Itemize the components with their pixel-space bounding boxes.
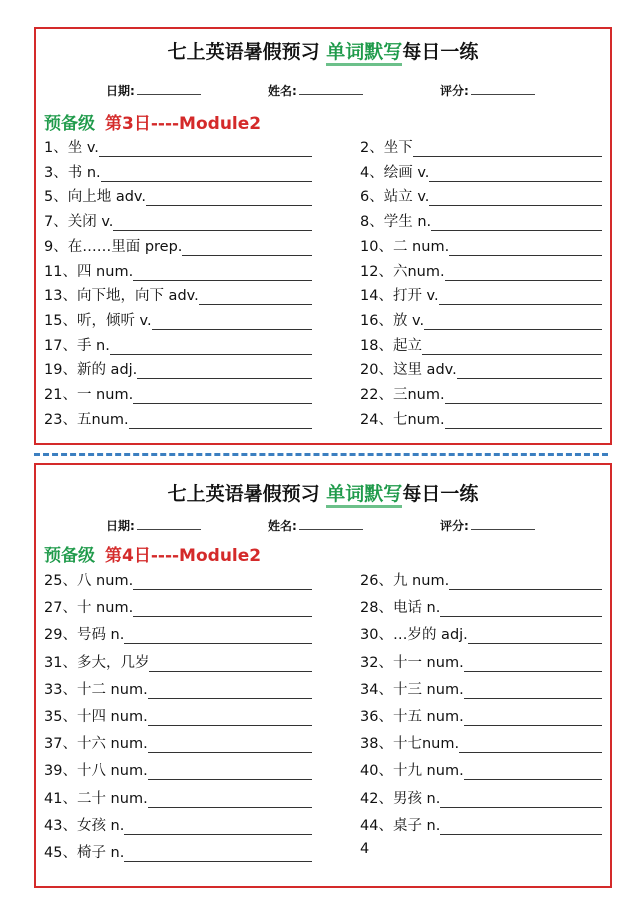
vocab-prompt: 4、绘画 v.: [360, 164, 430, 181]
vocab-item: [44, 759, 312, 780]
worksheet-day4: [34, 463, 612, 888]
vocab-prompt: 23、五num.: [44, 411, 129, 428]
title-highlight: 单词默写: [326, 483, 402, 508]
vocab-prompt: 2、坐下: [360, 140, 413, 156]
level-heading: [44, 541, 261, 566]
vocab-prompt: 19、新的 adj.: [44, 362, 138, 379]
vocab-item: [44, 814, 312, 835]
vocab-prompt: 13、向下地，向下 adv.: [44, 288, 199, 305]
vocab-item: [44, 383, 312, 404]
vocab-prompt: 10、二 num.: [360, 238, 450, 255]
vocab-item: [44, 260, 312, 281]
vocab-prompt: 7、关闭 v.: [44, 214, 114, 231]
vocab-item: [44, 210, 312, 231]
vocab-item: [360, 569, 602, 590]
vocab-item: [360, 678, 602, 699]
level-label: 预备级: [44, 546, 95, 566]
name-blank[interactable]: [299, 82, 363, 95]
vocab-item: [360, 161, 602, 182]
vocab-prompt: 24、七num.: [360, 411, 445, 428]
score-label: 评分:: [440, 84, 469, 98]
title-prefix: 七上英语暑假预习: [167, 483, 327, 505]
vocab-item: [44, 623, 312, 644]
answer-blank[interactable]: [124, 629, 312, 644]
answer-blank[interactable]: [146, 191, 312, 206]
answer-blank[interactable]: [413, 142, 602, 157]
date-blank[interactable]: [137, 517, 201, 530]
date-label: 日期:: [106, 519, 135, 533]
answer-blank[interactable]: [182, 241, 312, 256]
vocab-prompt: 40、十九 num.: [360, 763, 464, 780]
vocab-prompt: 17、手 n.: [44, 337, 110, 354]
sheet-title: [36, 479, 610, 506]
level-label: 预备级: [44, 114, 95, 134]
level-heading: [44, 109, 261, 134]
answer-blank[interactable]: [424, 315, 602, 330]
vocab-prompt: 20、这里 adv.: [360, 362, 457, 379]
vocab-item: [44, 185, 312, 206]
name-label: 姓名:: [268, 84, 297, 98]
answer-blank[interactable]: [149, 657, 312, 672]
vocab-prompt: 14、打开 v.: [360, 288, 439, 305]
answer-blank[interactable]: [449, 241, 602, 256]
answer-blank[interactable]: [124, 847, 312, 862]
date-field: [106, 517, 201, 534]
vocab-prompt: 21、一 num.: [44, 387, 134, 403]
vocab-item: [44, 309, 312, 330]
vocab-item: [360, 623, 602, 644]
answer-blank[interactable]: [468, 629, 602, 644]
vocab-prompt: 45、椅子 n.: [44, 845, 125, 861]
vocab-item: [360, 814, 602, 835]
vocab-item: [360, 732, 602, 753]
vocab-item: [44, 408, 312, 429]
answer-blank[interactable]: [101, 167, 312, 182]
vocab-prompt: 38、十七num.: [360, 736, 460, 753]
answer-blank[interactable]: [439, 290, 602, 305]
vocab-prompt: 42、男孩 n.: [360, 790, 441, 807]
vocab-prompt: 36、十五 num.: [360, 709, 464, 725]
vocab-item: [44, 705, 312, 726]
vocab-prompt: 25、八 num.: [44, 573, 134, 589]
answer-blank[interactable]: [445, 389, 602, 404]
vocab-item: [360, 334, 602, 355]
vocab-prompt: 6、站立 v.: [360, 189, 430, 206]
answer-blank[interactable]: [445, 414, 602, 429]
vocab-item: [360, 185, 602, 206]
date-blank[interactable]: [137, 82, 201, 95]
vocab-item: [360, 759, 602, 780]
answer-blank[interactable]: [440, 793, 602, 808]
score-blank[interactable]: [471, 82, 535, 95]
vocab-prompt: 39、十八 num.: [44, 763, 148, 780]
answer-blank[interactable]: [449, 575, 602, 590]
vocab-item: [360, 841, 602, 857]
vocab-prompt: 43、女孩 n.: [44, 817, 125, 834]
vocab-prompt: 12、六num.: [360, 263, 445, 280]
vocab-item: [44, 161, 312, 182]
vocab-prompt: 22、三num.: [360, 387, 445, 403]
vocab-prompt: 18、起立: [360, 337, 422, 354]
answer-blank[interactable]: [152, 315, 312, 330]
answer-blank[interactable]: [133, 602, 312, 617]
answer-blank[interactable]: [440, 820, 602, 835]
answer-blank[interactable]: [199, 290, 312, 305]
vocab-item: [360, 787, 602, 808]
answer-blank[interactable]: [457, 364, 602, 379]
date-field: [106, 82, 201, 99]
vocab-prompt: 26、九 num.: [360, 573, 450, 589]
answer-blank[interactable]: [113, 216, 312, 231]
name-label: 姓名:: [268, 519, 297, 533]
day-label: 第3日----Module2: [105, 114, 262, 134]
answer-blank[interactable]: [124, 820, 312, 835]
day-label: 第4日----Module2: [105, 546, 262, 566]
vocab-prompt: 15、听，倾听 v.: [44, 312, 152, 329]
answer-blank[interactable]: [464, 657, 602, 672]
answer-blank[interactable]: [148, 793, 312, 808]
answer-blank[interactable]: [431, 216, 602, 231]
answer-blank[interactable]: [464, 684, 602, 699]
answer-blank[interactable]: [148, 684, 312, 699]
title-suffix: 每日一练: [402, 483, 479, 505]
vocab-item: [360, 408, 602, 429]
score-label: 评分:: [440, 519, 469, 533]
vocab-item: [360, 260, 602, 281]
vocab-item: [44, 651, 312, 672]
vocab-prompt: 28、电话 n.: [360, 600, 441, 617]
answer-blank[interactable]: [464, 765, 602, 780]
vocab-item: [44, 284, 312, 305]
vocab-item: [44, 787, 312, 808]
vocab-prompt: 37、十六 num.: [44, 736, 148, 753]
vocab-prompt: 29、号码 n.: [44, 627, 125, 644]
vocab-item: [44, 334, 312, 355]
name-field: [268, 517, 363, 534]
vocab-prompt: 9、在……里面 prep.: [44, 238, 183, 255]
title-highlight: 单词默写: [326, 41, 402, 66]
score-field: [440, 82, 535, 99]
vocab-item: [360, 358, 602, 379]
score-field: [440, 517, 535, 534]
answer-blank[interactable]: [99, 142, 312, 157]
answer-blank[interactable]: [148, 765, 312, 780]
answer-blank[interactable]: [148, 711, 312, 726]
vocab-prompt: 31、多大，几岁: [44, 654, 150, 671]
vocab-item: [360, 596, 602, 617]
vocab-prompt: 44、桌子 n.: [360, 817, 441, 834]
vocab-prompt: 41、二十 num.: [44, 790, 148, 807]
title-prefix: 七上英语暑假预习: [167, 41, 327, 63]
answer-blank[interactable]: [133, 575, 312, 590]
divider: [34, 453, 608, 456]
answer-blank[interactable]: [464, 711, 602, 726]
vocab-prompt: 3、书 n.: [44, 164, 101, 181]
vocab-prompt: 33、十二 num.: [44, 681, 148, 698]
vocab-prompt: 5、向上地 adv.: [44, 189, 146, 206]
vocab-item: [360, 651, 602, 672]
vocab-prompt: 8、学生 n.: [360, 214, 432, 231]
answer-blank[interactable]: [129, 414, 312, 429]
vocab-prompt: 4: [360, 841, 370, 857]
title-suffix: 每日一练: [402, 41, 479, 63]
vocab-item: [360, 136, 602, 157]
vocab-item: [44, 732, 312, 753]
vocab-item: [360, 309, 602, 330]
vocab-item: [44, 569, 312, 590]
answer-blank[interactable]: [445, 266, 602, 281]
vocab-item: [44, 235, 312, 256]
sheet-title: [36, 37, 610, 64]
vocab-item: [44, 358, 312, 379]
vocab-item: [44, 678, 312, 699]
vocab-prompt: 32、十一 num.: [360, 654, 464, 671]
vocab-prompt: 34、十三 num.: [360, 681, 464, 698]
answer-blank[interactable]: [110, 340, 312, 355]
score-blank[interactable]: [471, 517, 535, 530]
answer-blank[interactable]: [133, 266, 312, 281]
vocab-prompt: 27、十 num.: [44, 600, 134, 617]
vocab-item: [360, 235, 602, 256]
answer-blank[interactable]: [422, 340, 602, 355]
answer-blank[interactable]: [429, 191, 602, 206]
vocab-prompt: 11、四 num.: [44, 263, 134, 280]
vocab-prompt: 35、十四 num.: [44, 709, 148, 725]
vocab-item: [44, 596, 312, 617]
date-label: 日期:: [106, 84, 135, 98]
answer-blank[interactable]: [137, 364, 312, 379]
vocab-item: [44, 136, 312, 157]
name-field: [268, 82, 363, 99]
vocab-prompt: 16、放 v.: [360, 312, 425, 329]
answer-blank[interactable]: [148, 738, 312, 753]
vocab-item: [360, 210, 602, 231]
name-blank[interactable]: [299, 517, 363, 530]
worksheet-day3: [34, 27, 612, 445]
vocab-item: [44, 841, 312, 862]
answer-blank[interactable]: [440, 602, 602, 617]
answer-blank[interactable]: [133, 389, 312, 404]
vocab-prompt: 30、…岁的 adj.: [360, 627, 468, 644]
vocab-item: [360, 284, 602, 305]
vocab-prompt: 1、坐 v.: [44, 140, 99, 156]
vocab-item: [360, 383, 602, 404]
answer-blank[interactable]: [459, 738, 602, 753]
vocab-item: [360, 705, 602, 726]
answer-blank[interactable]: [429, 167, 602, 182]
